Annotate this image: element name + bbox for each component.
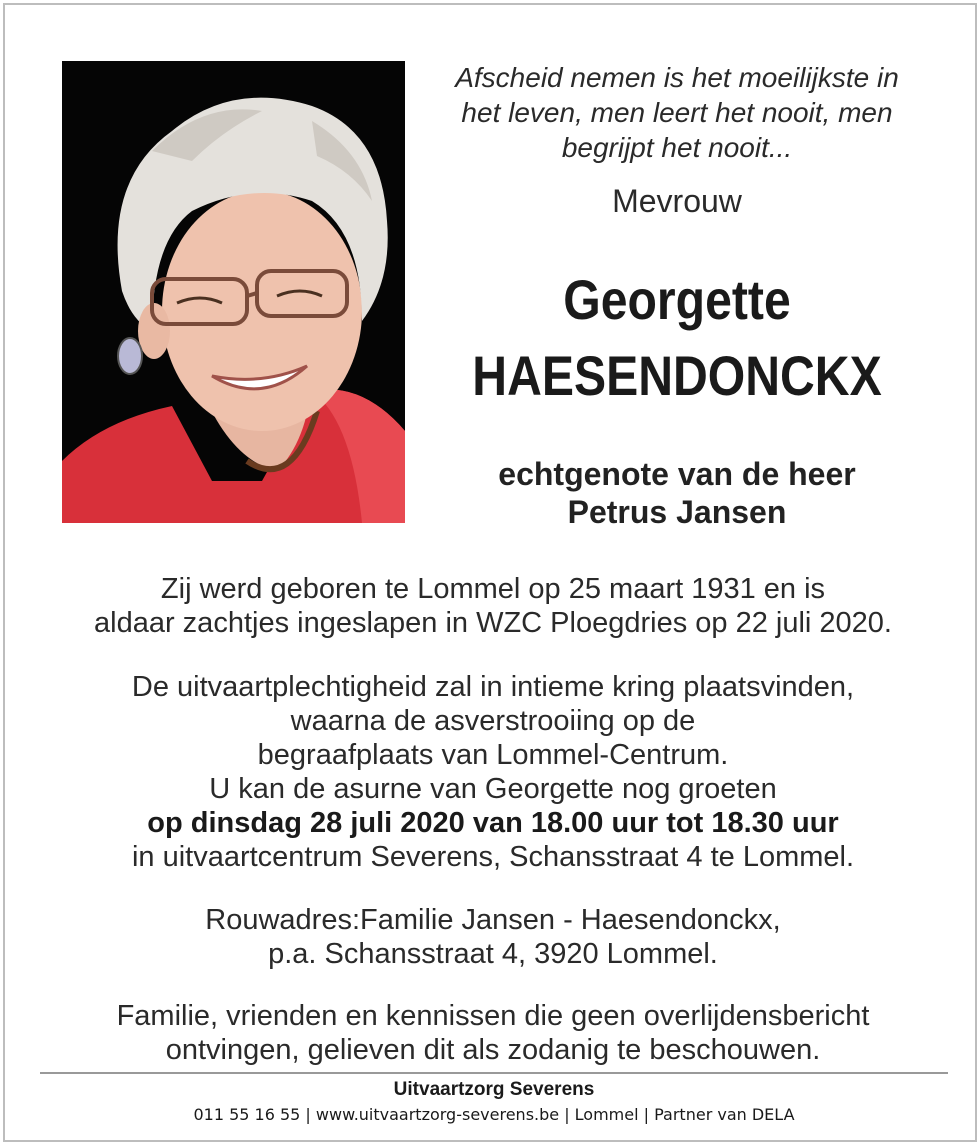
ceremony-paragraph xyxy=(35,670,951,874)
paragraph-line: U kan de asurne van Georgette nog groeten xyxy=(209,773,777,805)
spouse-line: echtgenote van de heer xyxy=(498,456,856,492)
quote-line: Afscheid nemen is het moeilijkste in xyxy=(455,62,899,93)
spouse-info xyxy=(417,455,937,531)
visitation-time: op dinsdag 28 juli 2020 van 18.00 uur tot 18.30 uur xyxy=(147,807,839,839)
footer-divider xyxy=(40,1072,948,1074)
quote-line: begrijpt het nooit... xyxy=(561,132,793,163)
spouse-name: Petrus Jansen xyxy=(567,494,787,530)
portrait-illustration xyxy=(62,61,405,523)
obituary-card xyxy=(3,3,977,1142)
paragraph-line: begraafplaats van Lommel-Centrum. xyxy=(257,739,729,771)
first-name: Georgette xyxy=(563,268,791,331)
funeral-company-name: Uitvaartzorg Severens xyxy=(393,1079,595,1100)
farewell-quote xyxy=(417,60,937,165)
paragraph-line: ontvingen, gelieven dit als zodanig te beschouwen. xyxy=(165,1034,821,1066)
paragraph-line: Zij werd geboren te Lommel op 25 maart 1931 en is xyxy=(160,573,826,605)
last-name: HAESENDONCKX xyxy=(472,344,882,407)
birth-death-paragraph xyxy=(35,572,951,640)
portrait-photo xyxy=(62,61,405,523)
honorific: Mevrouw xyxy=(612,183,742,219)
paragraph-line: aldaar zachtjes ingeslapen in WZC Ploegdries op 22 juli 2020. xyxy=(94,607,892,639)
quote-line: het leven, men leert het nooit, men xyxy=(461,97,893,128)
funeral-company-contact: 011 55 16 55 | www.uitvaartzorg-severens.be | Lommel | Partner van DELA xyxy=(193,1105,795,1124)
paragraph-line: waarna de asverstrooiing op de xyxy=(290,705,696,737)
notice-paragraph xyxy=(35,999,951,1067)
paragraph-line: Rouwadres:Familie Jansen - Haesendonckx, xyxy=(205,904,781,936)
mourning-address xyxy=(35,903,951,971)
paragraph-line: p.a. Schansstraat 4, 3920 Lommel. xyxy=(268,938,718,970)
paragraph-line: De uitvaartplechtigheid zal in intieme kring plaatsvinden, xyxy=(131,671,855,703)
visitation-location: in uitvaartcentrum Severens, Schansstraat 4 te Lommel. xyxy=(131,841,855,873)
paragraph-line: Familie, vrienden en kennissen die geen overlijdensbericht xyxy=(116,1000,870,1032)
